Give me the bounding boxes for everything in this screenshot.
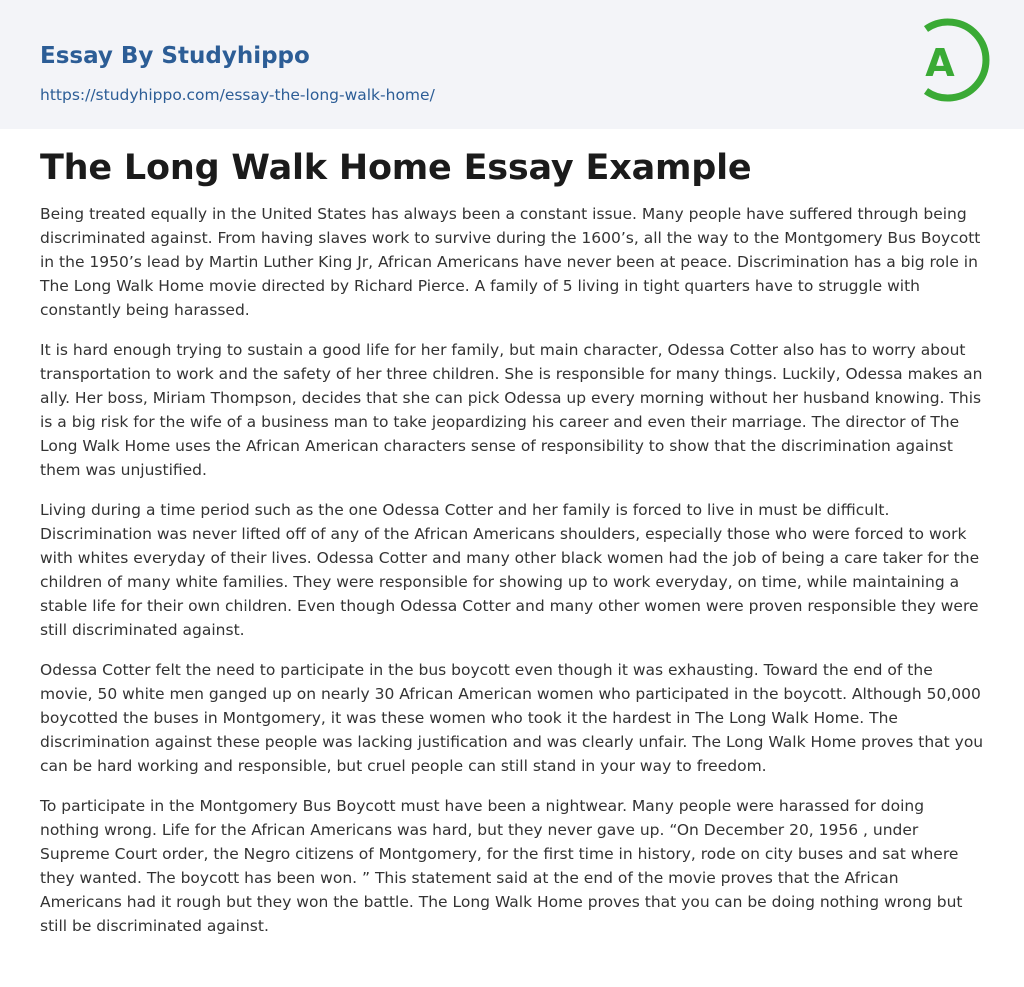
source-url-link[interactable]: https://studyhippo.com/essay-the-long-walk-home/ — [40, 86, 435, 104]
brand-title[interactable]: Essay By Studyhippo — [40, 43, 310, 69]
essay-body — [40, 202, 984, 938]
essay-paragraph: Odessa Cotter felt the need to participate in the bus boycott even though it was exhausting. Toward the end of the movie, 50 white men ganged up on nearly 30 African American women who participated in the boycott. Although 50,000 boycotted the buses in Montgomery, it was these women who took it the hardest in The Long Walk Home. The discrimination against these people was lacking justification and was clearly unfair. The Long Walk Home proves that you can be hard working and responsible, but cruel people can still stand in your way to freedom. — [40, 661, 984, 775]
essay-paragraph: Being treated equally in the United States has always been a constant issue. Many people have suffered through being discriminated against. From having slaves work to survive during the 1600’s, all the way to the Montgomery Bus Boycott in the 1950’s lead by Martin Luther King Jr, African Americans have never been at peace. Discrimination has a big role in The Long Walk Home movie directed by Richard Pierce. A family of 5 living in tight quarters have to struggle with constantly being harassed. — [40, 205, 981, 319]
essay-paragraph: Living during a time period such as the one Odessa Cotter and her family is forced to live in must be difficult. Discrimination was never lifted off of any of the African Americans shoulders, especially those who were forced to work with whites everyday of their lives. Odessa Cotter and many other black women had the job of being a care taker for the children of many white families. They were responsible for showing up to work everyday, on time, while maintaining a stable life for their own children. Even though Odessa Cotter and many other women were proven responsible they were still discriminated against. — [40, 501, 980, 639]
essay-paragraph: To participate in the Montgomery Bus Boycott must have been a nightwear. Many people were harassed for doing nothing wrong. Life for the African Americans was hard, but they never gave up. “On December 20, 1956 , under Supreme Court order, the Negro citizens of Montgomery, for the first time in history, rode on city buses and sat where they wanted. The boycott has been won. ” This statement said at the end of the movie proves that the African Americans had it rough but they won the battle. The Long Walk Home proves that you can be doing nothing wrong but still be discriminated against. — [40, 797, 963, 935]
page-title: The Long Walk Home Essay Example — [40, 148, 752, 188]
essay-paragraph: It is hard enough trying to sustain a good life for her family, but main character, Odessa Cotter also has to worry about transportation to work and the safety of her three children. She is responsible for many things. Luckily, Odessa makes an ally. Her boss, Miriam Thompson, decides that she can pick Odessa up every morning without her husband knowing. This is a big risk for the wife of a business man to take jeopardizing his career and even their marriage. The director of The Long Walk Home uses the African American characters sense of responsibility to show that the discrimination against them was unjustified. — [40, 341, 983, 479]
logo-letter: A — [925, 41, 955, 85]
